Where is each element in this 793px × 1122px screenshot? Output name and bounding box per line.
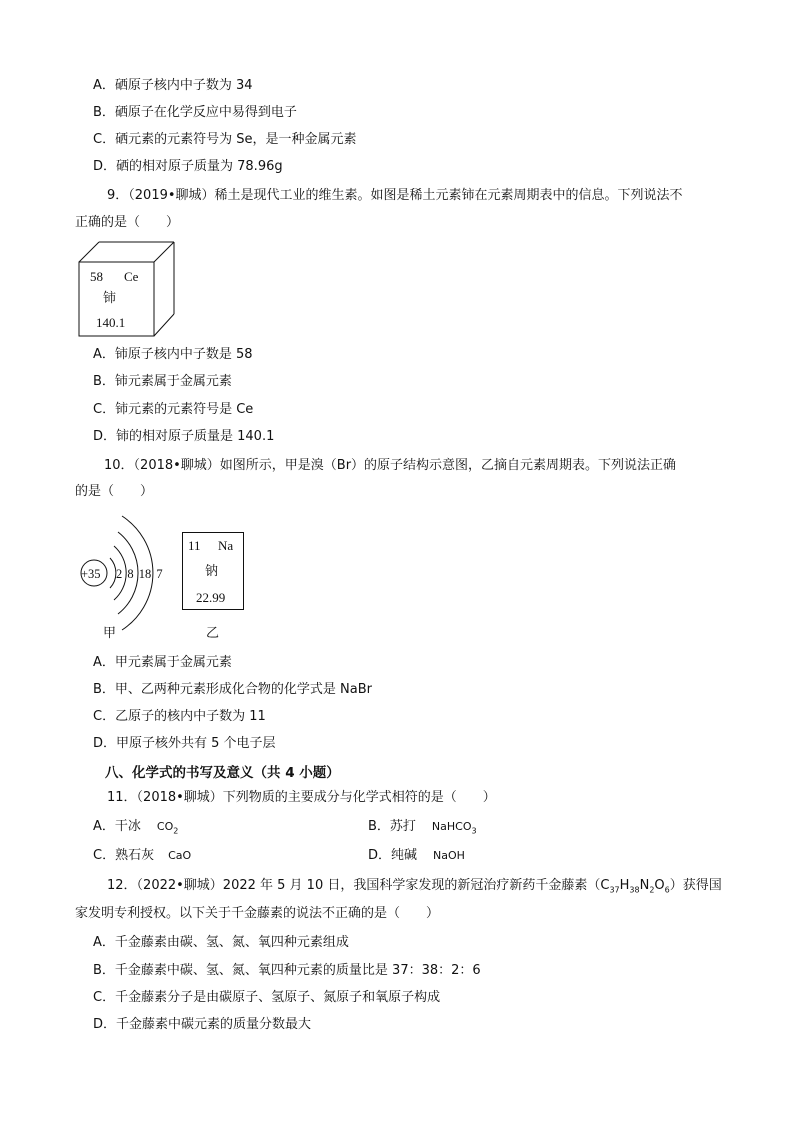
q11-option-a-label: A．干冰 bbox=[93, 819, 141, 834]
q9-option-c: C．铈元素的元素符号是 Ce bbox=[93, 402, 254, 417]
q12-stem-line1 bbox=[107, 877, 722, 895]
q11-option-b-sub: 3 bbox=[471, 826, 477, 836]
q11-option-a-sub: 2 bbox=[173, 826, 179, 836]
na-atomic-number: 11 bbox=[188, 538, 201, 553]
q8-option-c: C．硒元素的元素符号为 Se，是一种金属元素 bbox=[93, 132, 357, 147]
br-nucleus-charge: +35 bbox=[81, 567, 101, 581]
q12-option-a: A．千金藤素由碳、氢、氮、氧四种元素组成 bbox=[93, 935, 349, 950]
q10-stem-line1: 10．（2018•聊城）如图所示，甲是溴（Br）的原子结构示意图，乙摘自元素周期表。下列说法正确 bbox=[104, 458, 677, 473]
q12-option-c: C．千金藤素分子是由碳原子、氢原子、氮原子和氧原子构成 bbox=[93, 990, 441, 1005]
br-shell-electrons: 2 8 18 7 bbox=[116, 567, 163, 581]
na-name: 钠 bbox=[205, 564, 219, 579]
q11-stem: 11．（2018•聊城）下列物质的主要成分与化学式相符的是（ ） bbox=[107, 790, 496, 805]
q9-option-a: A．铈原子核内中子数是 58 bbox=[93, 347, 253, 362]
ce-mass: 140.1 bbox=[96, 315, 126, 330]
ce-symbol: Ce bbox=[124, 269, 139, 284]
q9-option-d: D．铈的相对原子质量是 140.1 bbox=[93, 429, 275, 444]
na-symbol: Na bbox=[218, 538, 234, 553]
q11-option-c-formula: CaO bbox=[168, 849, 192, 862]
ce-atomic-number: 58 bbox=[90, 269, 103, 284]
q8-option-d: D．硒的相对原子质量为 78.96g bbox=[93, 159, 283, 174]
q11-option-a-formula: CO bbox=[156, 820, 174, 833]
na-mass: 22.99 bbox=[196, 590, 226, 605]
q11-option-d-formula: NaOH bbox=[433, 849, 465, 862]
q9-stem-line1: 9．（2019•聊城）稀土是现代工业的维生素。如图是稀土元素铈在元素周期表中的信息。下列说法不 bbox=[107, 188, 683, 203]
q10-option-b: B．甲、乙两种元素形成化合物的化学式是 NaBr bbox=[93, 682, 373, 697]
q12-stem-text-a: 12．（2022•聊城）2022 年 5 月 10 日，我国科学家发现的新冠治疗新药千金藤素（C bbox=[107, 878, 610, 893]
q12-h: H bbox=[619, 878, 630, 893]
q12-stem-text-b: ）获得国 bbox=[669, 878, 722, 893]
figure-yi-label: 乙 bbox=[206, 626, 220, 641]
q11-option-b-label: B．苏打 bbox=[368, 819, 416, 834]
q9-option-b: B．铈元素属于金属元素 bbox=[93, 374, 232, 389]
q8-option-b: B．硒原子在化学反应中易得到电子 bbox=[93, 105, 297, 120]
q12-sub-c: 37 bbox=[609, 885, 620, 895]
q12-sub-o: 6 bbox=[664, 885, 670, 895]
q10-option-d: D．甲原子核外共有 5 个电子层 bbox=[93, 736, 276, 751]
q9-stem-line2: 正确的是（ ） bbox=[75, 215, 180, 230]
q11-option-d-label: D．纯碱 bbox=[368, 848, 418, 863]
section-heading: 八、化学式的书写及意义（共 4 小题） bbox=[105, 765, 340, 781]
figure-jia-label: 甲 bbox=[103, 626, 117, 641]
q12-o: O bbox=[654, 878, 665, 893]
q11-option-c-label: C．熟石灰 bbox=[93, 848, 155, 863]
cerium-element-card bbox=[78, 240, 178, 340]
q10-option-c: C．乙原子的核内中子数为 11 bbox=[93, 709, 266, 724]
q12-sub-n: 2 bbox=[649, 885, 655, 895]
q12-option-b: B．千金藤素中碳、氢、氮、氧四种元素的质量比是 37：38：2：6 bbox=[93, 963, 481, 978]
q12-stem-line2: 家发明专利授权。以下关于千金藤素的说法不正确的是（ ） bbox=[75, 906, 440, 921]
q11-option-a bbox=[93, 818, 178, 836]
q11-option-c bbox=[93, 847, 191, 865]
q12-n: N bbox=[639, 878, 650, 893]
q11-option-b-formula: NaHCO bbox=[431, 820, 472, 833]
q8-option-a: A．硒原子核内中子数为 34 bbox=[93, 78, 253, 93]
q12-sub-h: 38 bbox=[629, 885, 640, 895]
ce-name: 铈 bbox=[103, 291, 117, 306]
q11-option-b bbox=[368, 818, 477, 836]
q10-option-a: A．甲元素属于金属元素 bbox=[93, 655, 232, 670]
q10-stem-line2: 的是（ ） bbox=[75, 484, 154, 499]
q12-option-d: D．千金藤素中碳元素的质量分数最大 bbox=[93, 1017, 312, 1032]
q11-option-d bbox=[368, 847, 465, 865]
